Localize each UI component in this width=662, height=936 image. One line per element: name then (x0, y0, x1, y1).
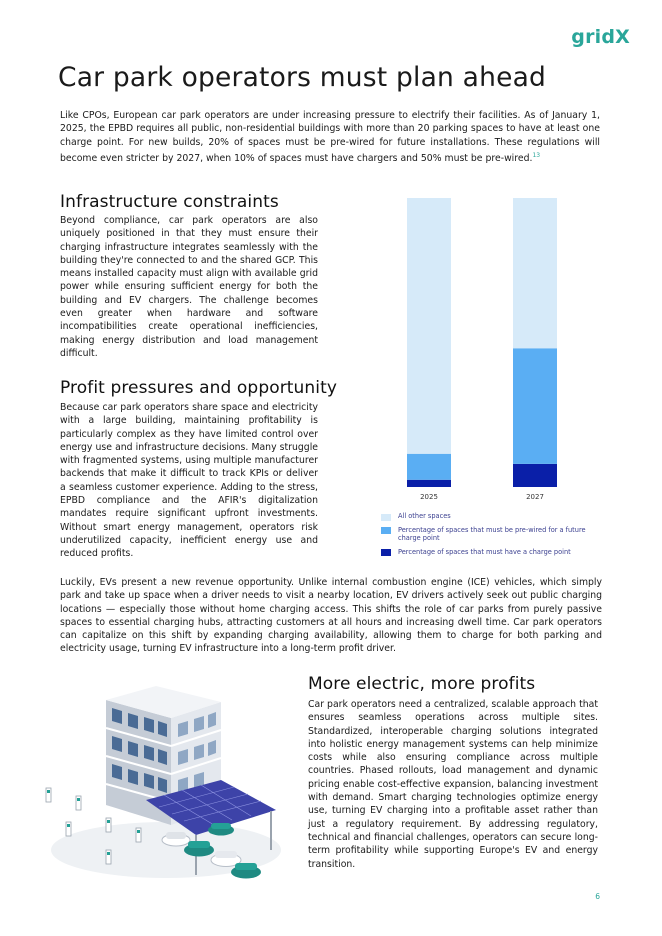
legend-swatch-other (381, 514, 391, 521)
bar-2027-series-1 (513, 348, 557, 464)
x-tick-label-2025: 2025 (420, 493, 438, 501)
intro-paragraph (60, 109, 600, 165)
legend-label-charge-point: Percentage of spaces that must have a charge point (398, 547, 571, 556)
bar-2027-series-0 (513, 464, 557, 487)
legend-item-prewired (381, 526, 601, 543)
page-title: Car park operators must plan ahead (58, 62, 547, 93)
infrastructure-heading: Infrastructure constraints (60, 192, 279, 212)
legend-swatch-charge-point (381, 549, 391, 556)
legend-label-other: All other spaces (398, 512, 451, 520)
opportunity-paragraph: Luckily, EVs present a new revenue opportunity. Unlike internal combustion engine (ICE) vehicles, which simply park and take up space when a driver needs to visit a nearby location, EV drivers actively seek out public charging locations — especially those without home charging access. This shifts the role of car parks from purely passive spaces to essential charging hubs, attracting customers at all hours and increasing dwell time. Car park operators can capitalize on this shift by expanding charging availability, allowing them to charge for both parking and electricity usage, turning EV infrastructure into a long-term profit driver. (60, 577, 602, 655)
bar-2027-series-2 (513, 198, 557, 348)
profit-paragraph: Because car park operators share space and electricity with a large building, maintaining profitability is particularly complex as they have limited control over energy use and infrastructure decisions. Many struggle with fragmented systems, using multiple manufacturer backends that make it difficult to track KPIs or deliver a seamless customer experience. Adding to the stress, EPBD compliance and the AFIR's digitalization mandates require significant upfront investments. Without smart energy management, operators risk underutilized capacity, inefficient energy use and reduced profits. (60, 402, 318, 560)
footnote-ref: 13 (532, 151, 541, 159)
bar-2025-series-1 (407, 454, 451, 480)
legend-label-prewired: Percentage of spaces that must be pre-wired for a future charge point (398, 525, 586, 542)
chart-legend (381, 512, 601, 561)
infrastructure-paragraph: Beyond compliance, car park operators are also uniquely positioned in that they must ensure their charging infrastructure integrates seamlessly with the building they're connected to and the shared GCP. This means installed capacity must align with available grid power while ensuring sufficient energy for both the building and EV chargers. The challenge becomes even greater when hardware and software incompatibilities create operational inefficiencies, making energy distribution and load management difficult. (60, 215, 318, 359)
intro-text: Like CPOs, European car park operators are under increasing pressure to electrify their facilities. As of January 1, 2025, the EPBD requires all public, non-residential buildings with more than 20 parking spaces to have at least one charge point. For new builds, 20% of spaces must be pre-wired for future installations. These regulations will become even stricter by 2027, when 10% of spaces must have chargers and 50% must be pre-wired. (60, 110, 600, 164)
legend-item-other (381, 512, 601, 521)
car-park-illustration-svg (36, 680, 286, 895)
car-park-illustration (36, 680, 286, 895)
profit-heading: Profit pressures and opportunity (60, 378, 338, 398)
chart-svg (360, 190, 610, 520)
gridx-logo: gridX (571, 26, 630, 48)
x-tick-label-2027: 2027 (526, 493, 544, 501)
bar-2025-series-2 (407, 198, 451, 454)
legend-item-charge-point (381, 548, 601, 557)
electric-paragraph: Car park operators need a centralized, scalable approach that ensures seamless operations across multiple sites. Standardized, interoperable charging solutions integrated into holistic energy management systems can help minimize costs while also ensuring compliance across multiple countries. Phased rollouts, load management and dynamic pricing enable cost-effective expansion, balancing investment with demand. Smart charging technologies optimize energy use, turning EV charging into a profitable asset rather than just a regulatory requirement. By addressing regulatory, technical and financial challenges, operators can secure long-term profitability while supporting Europe's EV and energy transition. (308, 699, 598, 870)
bar-2025-series-0 (407, 480, 451, 487)
page-number: 6 (595, 892, 600, 901)
electric-heading: More electric, more profits (308, 674, 536, 694)
legend-swatch-prewired (381, 527, 391, 534)
